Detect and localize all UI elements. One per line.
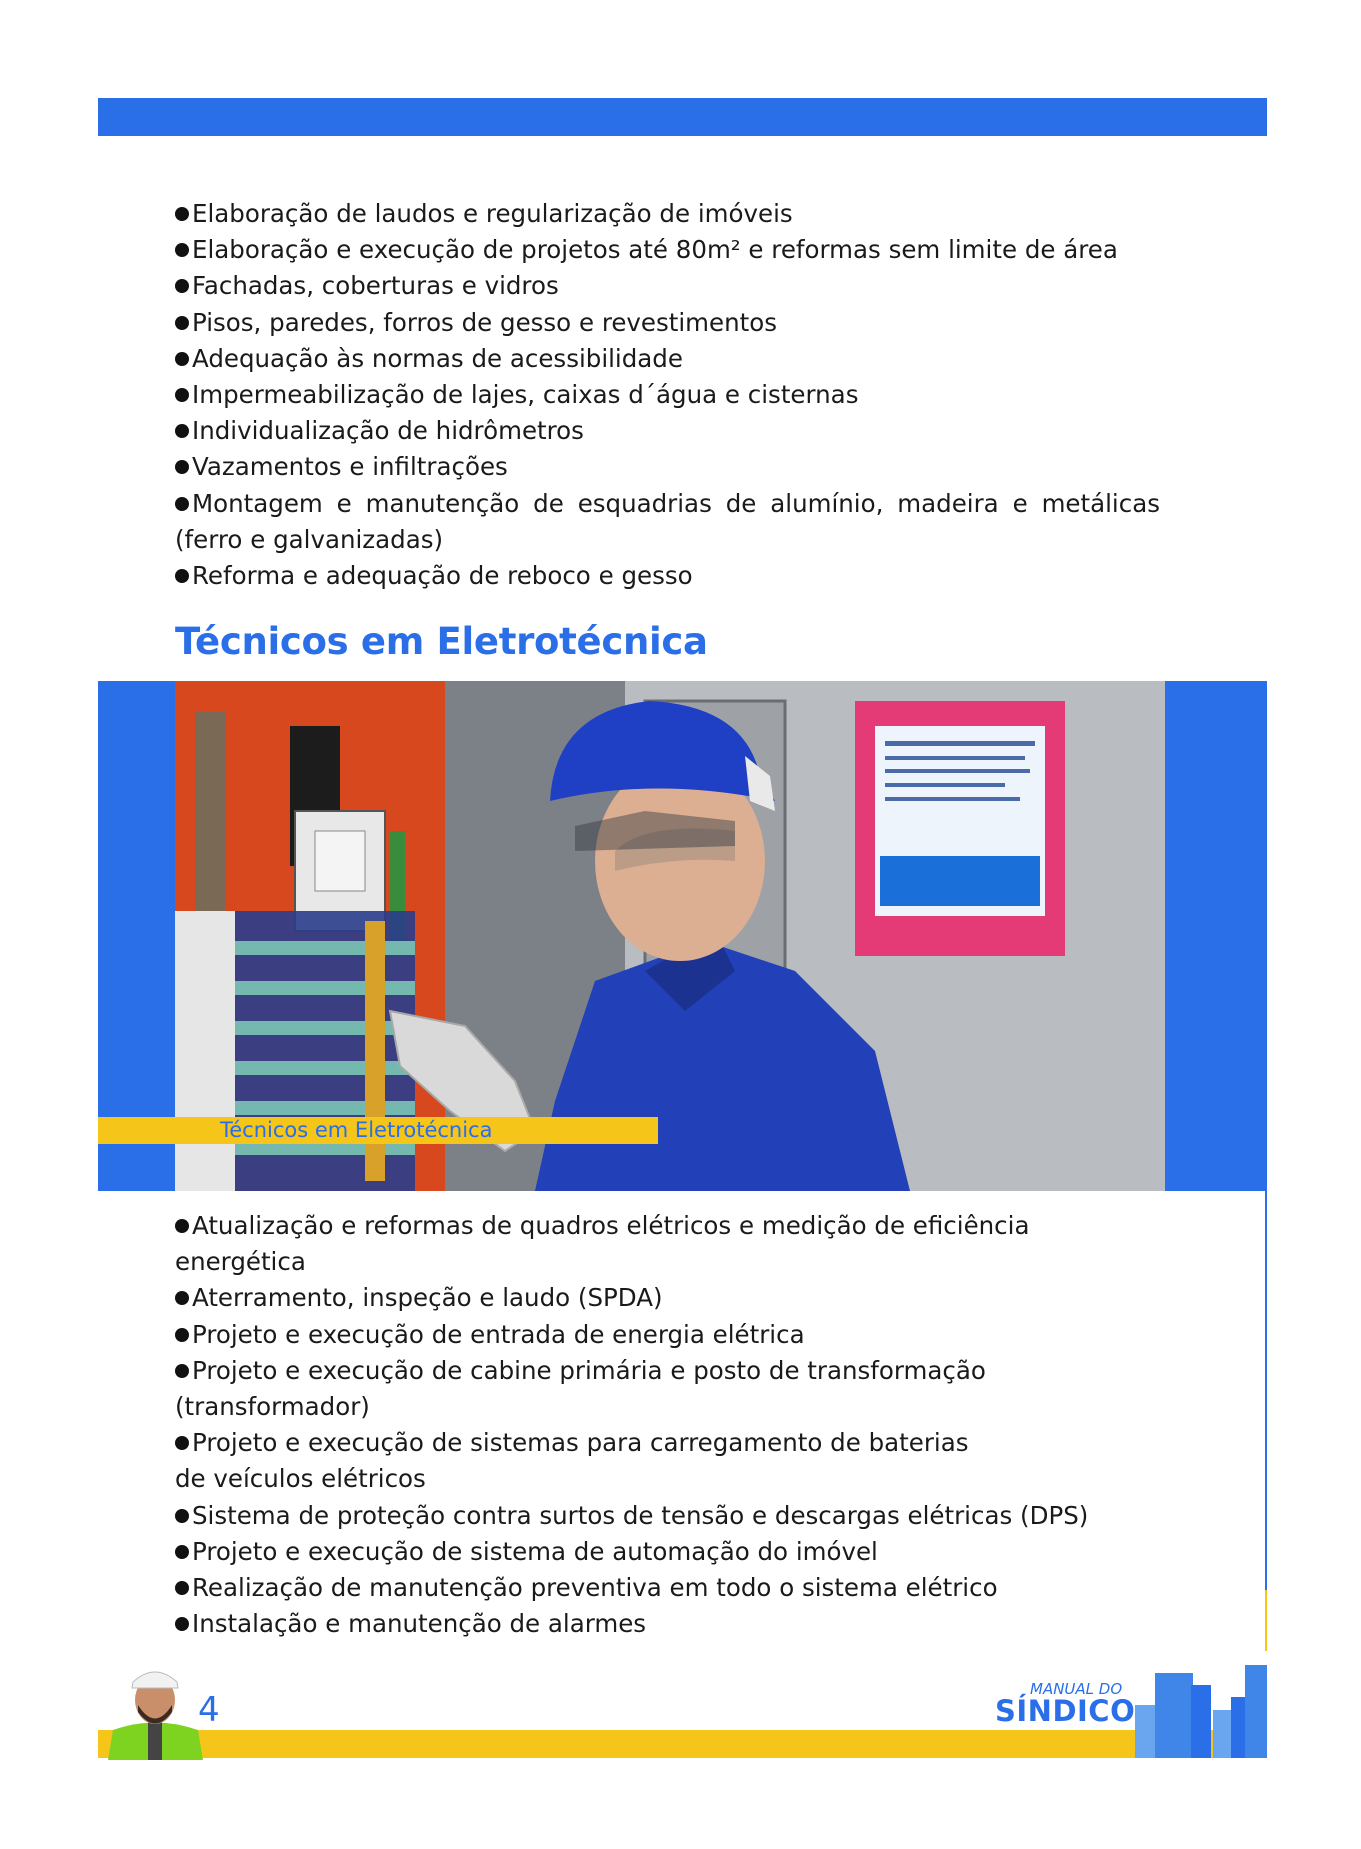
bullet-icon xyxy=(175,279,189,293)
list-item: Pisos, paredes, forros de gesso e revestimentos xyxy=(175,305,1160,341)
bullet-icon xyxy=(175,569,189,583)
bullet-icon xyxy=(175,352,189,366)
services-list-general xyxy=(175,196,1160,594)
list-item: Sistema de proteção contra surtos de tensão e descargas elétricas (DPS) xyxy=(175,1498,1095,1534)
top-color-bar xyxy=(98,98,1267,136)
electrician-photo xyxy=(175,681,1165,1191)
logo-subtitle: MANUAL DO xyxy=(1030,1680,1123,1698)
right-border-line xyxy=(1265,1191,1267,1651)
worker-mascot-icon xyxy=(98,1660,213,1760)
bullet-icon xyxy=(175,388,189,402)
bullet-icon xyxy=(175,1328,189,1342)
list-item: Individualização de hidrômetros xyxy=(175,413,1160,449)
bullet-icon xyxy=(175,424,189,438)
list-item: Elaboração e execução de projetos até 80m² e reformas sem limite de área xyxy=(175,232,1160,268)
bullet-icon xyxy=(175,316,189,330)
list-item: Projeto e execução de cabine primária e posto de transformação (transformador) xyxy=(175,1355,986,1422)
right-border-line-accent xyxy=(1265,1590,1267,1651)
bullet-icon xyxy=(175,1436,189,1450)
electrician-photo-illustration xyxy=(175,681,1165,1191)
list-item: Reforma e adequação de reboco e gesso xyxy=(175,558,1160,594)
list-item: Vazamentos e infiltrações xyxy=(175,449,1160,485)
bullet-icon xyxy=(175,460,189,474)
section-title: Técnicos em Eletrotécnica xyxy=(175,620,708,663)
list-item: Aterramento, inspeção e laudo (SPDA) xyxy=(175,1280,1095,1316)
bullet-icon xyxy=(175,207,189,221)
footer-color-bar xyxy=(98,1730,1267,1758)
bullet-icon xyxy=(175,1509,189,1523)
list-item: Projeto e execução de sistemas para carregamento de baterias de veículos elétricos xyxy=(175,1428,969,1494)
list-item: Montagem e manutenção de esquadrias de alumínio, madeira e metálicas (ferro e galvanizadas) xyxy=(175,488,1160,554)
bullet-icon xyxy=(175,1545,189,1559)
list-item: Elaboração de laudos e regularização de imóveis xyxy=(175,196,1160,232)
photo-right-strip xyxy=(1165,681,1267,1191)
bullet-icon xyxy=(175,1364,189,1378)
list-item: Instalação e manutenção de alarmes xyxy=(175,1606,1095,1642)
page-number: 4 xyxy=(198,1690,220,1730)
bullet-icon xyxy=(175,1219,189,1233)
bullet-icon xyxy=(175,243,189,257)
list-item: Realização de manutenção preventiva em todo o sistema elétrico xyxy=(175,1570,1095,1606)
list-item: Projeto e execução de entrada de energia elétrica xyxy=(175,1317,1095,1353)
buildings-icon xyxy=(1135,1665,1267,1758)
bullet-icon xyxy=(175,1617,189,1631)
bullet-icon xyxy=(175,497,189,511)
services-list-electrical xyxy=(175,1208,1095,1642)
list-item: Projeto e execução de sistema de automação do imóvel xyxy=(175,1534,1095,1570)
photo-caption: Técnicos em Eletrotécnica xyxy=(220,1118,493,1142)
list-item: Adequação às normas de acessibilidade xyxy=(175,341,1160,377)
bullet-icon xyxy=(175,1581,189,1595)
list-item: Atualização e reformas de quadros elétricos e medição de eficiência energética xyxy=(175,1211,1030,1277)
list-item: Impermeabilização de lajes, caixas d´água e cisternas xyxy=(175,377,1160,413)
logo-title: SÍNDICO xyxy=(995,1694,1136,1728)
list-item: Fachadas, coberturas e vidros xyxy=(175,268,1160,304)
bullet-icon xyxy=(175,1291,189,1305)
